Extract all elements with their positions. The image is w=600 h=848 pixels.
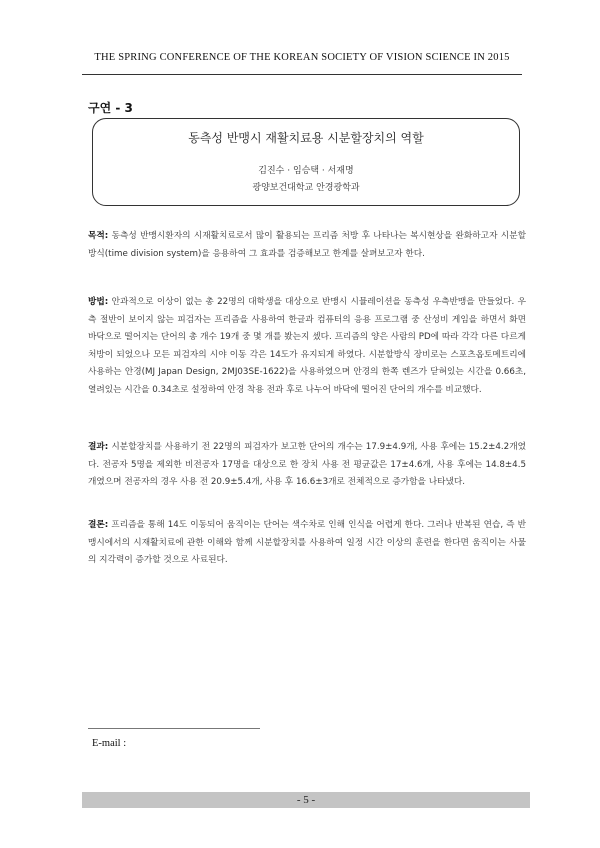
purpose-heading: 목적: <box>88 231 109 241</box>
header-divider <box>82 74 522 75</box>
method-paragraph <box>88 294 526 399</box>
section-label: 구연 - 3 <box>88 101 133 115</box>
title-box <box>92 118 520 206</box>
email-label: E-mail : <box>92 738 127 749</box>
purpose-paragraph <box>88 228 526 263</box>
paper-title: 동측성 반맹시 재활치료용 시분할장치의 역할 <box>188 131 424 145</box>
page-number-bar <box>82 792 530 808</box>
conclusion-paragraph <box>88 517 526 570</box>
footnote-divider <box>88 728 260 729</box>
author-list: 김진수 · 임승택 · 서재명 <box>258 166 354 176</box>
purpose-text: 동측성 반맹시환자의 시재활치료로서 많이 활용되는 프리즘 처방 후 나타나는 복시현상을 완화하고자 시분할방식(time division system)을 응용하여 그 효과를 검증해보고 한계를 살펴보고자 한다. <box>88 231 526 259</box>
conclusion-text: 프리즘을 통해 14도 이동되어 움직이는 단어는 색수차로 인해 인식을 어렵게 한다. 그러나 반복된 연습, 즉 반맹시에서의 시재활치료에 관한 이해와 함께 시분할장치를 사용하여 일정 시간 이상의 훈련을 한다면 움직이는 사물의 지각력이 증가할 것으로 사료된다. <box>88 520 526 565</box>
conference-header: THE SPRING CONFERENCE OF THE KOREAN SOCIETY OF VISION SCIENCE IN 2015 <box>94 52 510 63</box>
affiliation: 광양보건대학교 안경광학과 <box>252 183 360 193</box>
page-number: - 5 - <box>296 794 316 806</box>
method-text: 안과적으로 이상이 없는 총 22명의 대학생을 대상으로 반맹시 시뮬레이션을 동측성 우측반맹을 만들었다. 우측 절반이 보이지 않는 피검자는 프리즘을 사용하여 한글과 컴퓨터의 응용 프로그램 중 산성비 게임을 하면서 화면 바닥으로 떨어지는 단어의 총 개수 19개 중 몇 개를 봤는지 셌다. 프리즘의 양은 사람의 PD에 따라 각각 다른 다르게 처방이 되었으나 모든 피검자의 시야 이동 각은 14도가 유지되게 하였다. 시분할방식 장비로는 스포츠옵토메트리에 사용하는 안경(MJ Japan Design, 2MJ03SE-1622)을 사용하였으며 안경의 한쪽 렌즈가 닫혀있는 시간을 0.66초, 열려있는 시간을 0.34초로 설정하여 안경 착용 전과 후로 나누어 바닥에 떨어진 단어의 개수를 비교했다. <box>88 297 526 395</box>
result-paragraph <box>88 439 526 492</box>
method-heading: 방법: <box>88 297 109 307</box>
result-text: 시분할장치를 사용하기 전 22명의 피검자가 보고한 단어의 개수는 17.9±4.9개, 사용 후에는 15.2±4.2개였다. 전공자 5명을 제외한 비전공자 17명을 대상으로 한 장치 사용 전 평균값은 17±4.6개, 사용 후에는 14.8±4.5개였으며 전공자의 경우 사용 전 20.9±5.4개, 사용 후 16.6±3개로 전체적으로 증가함을 나타냈다. <box>88 442 526 487</box>
conclusion-heading: 결론: <box>88 520 109 530</box>
result-heading: 결과: <box>88 442 109 452</box>
